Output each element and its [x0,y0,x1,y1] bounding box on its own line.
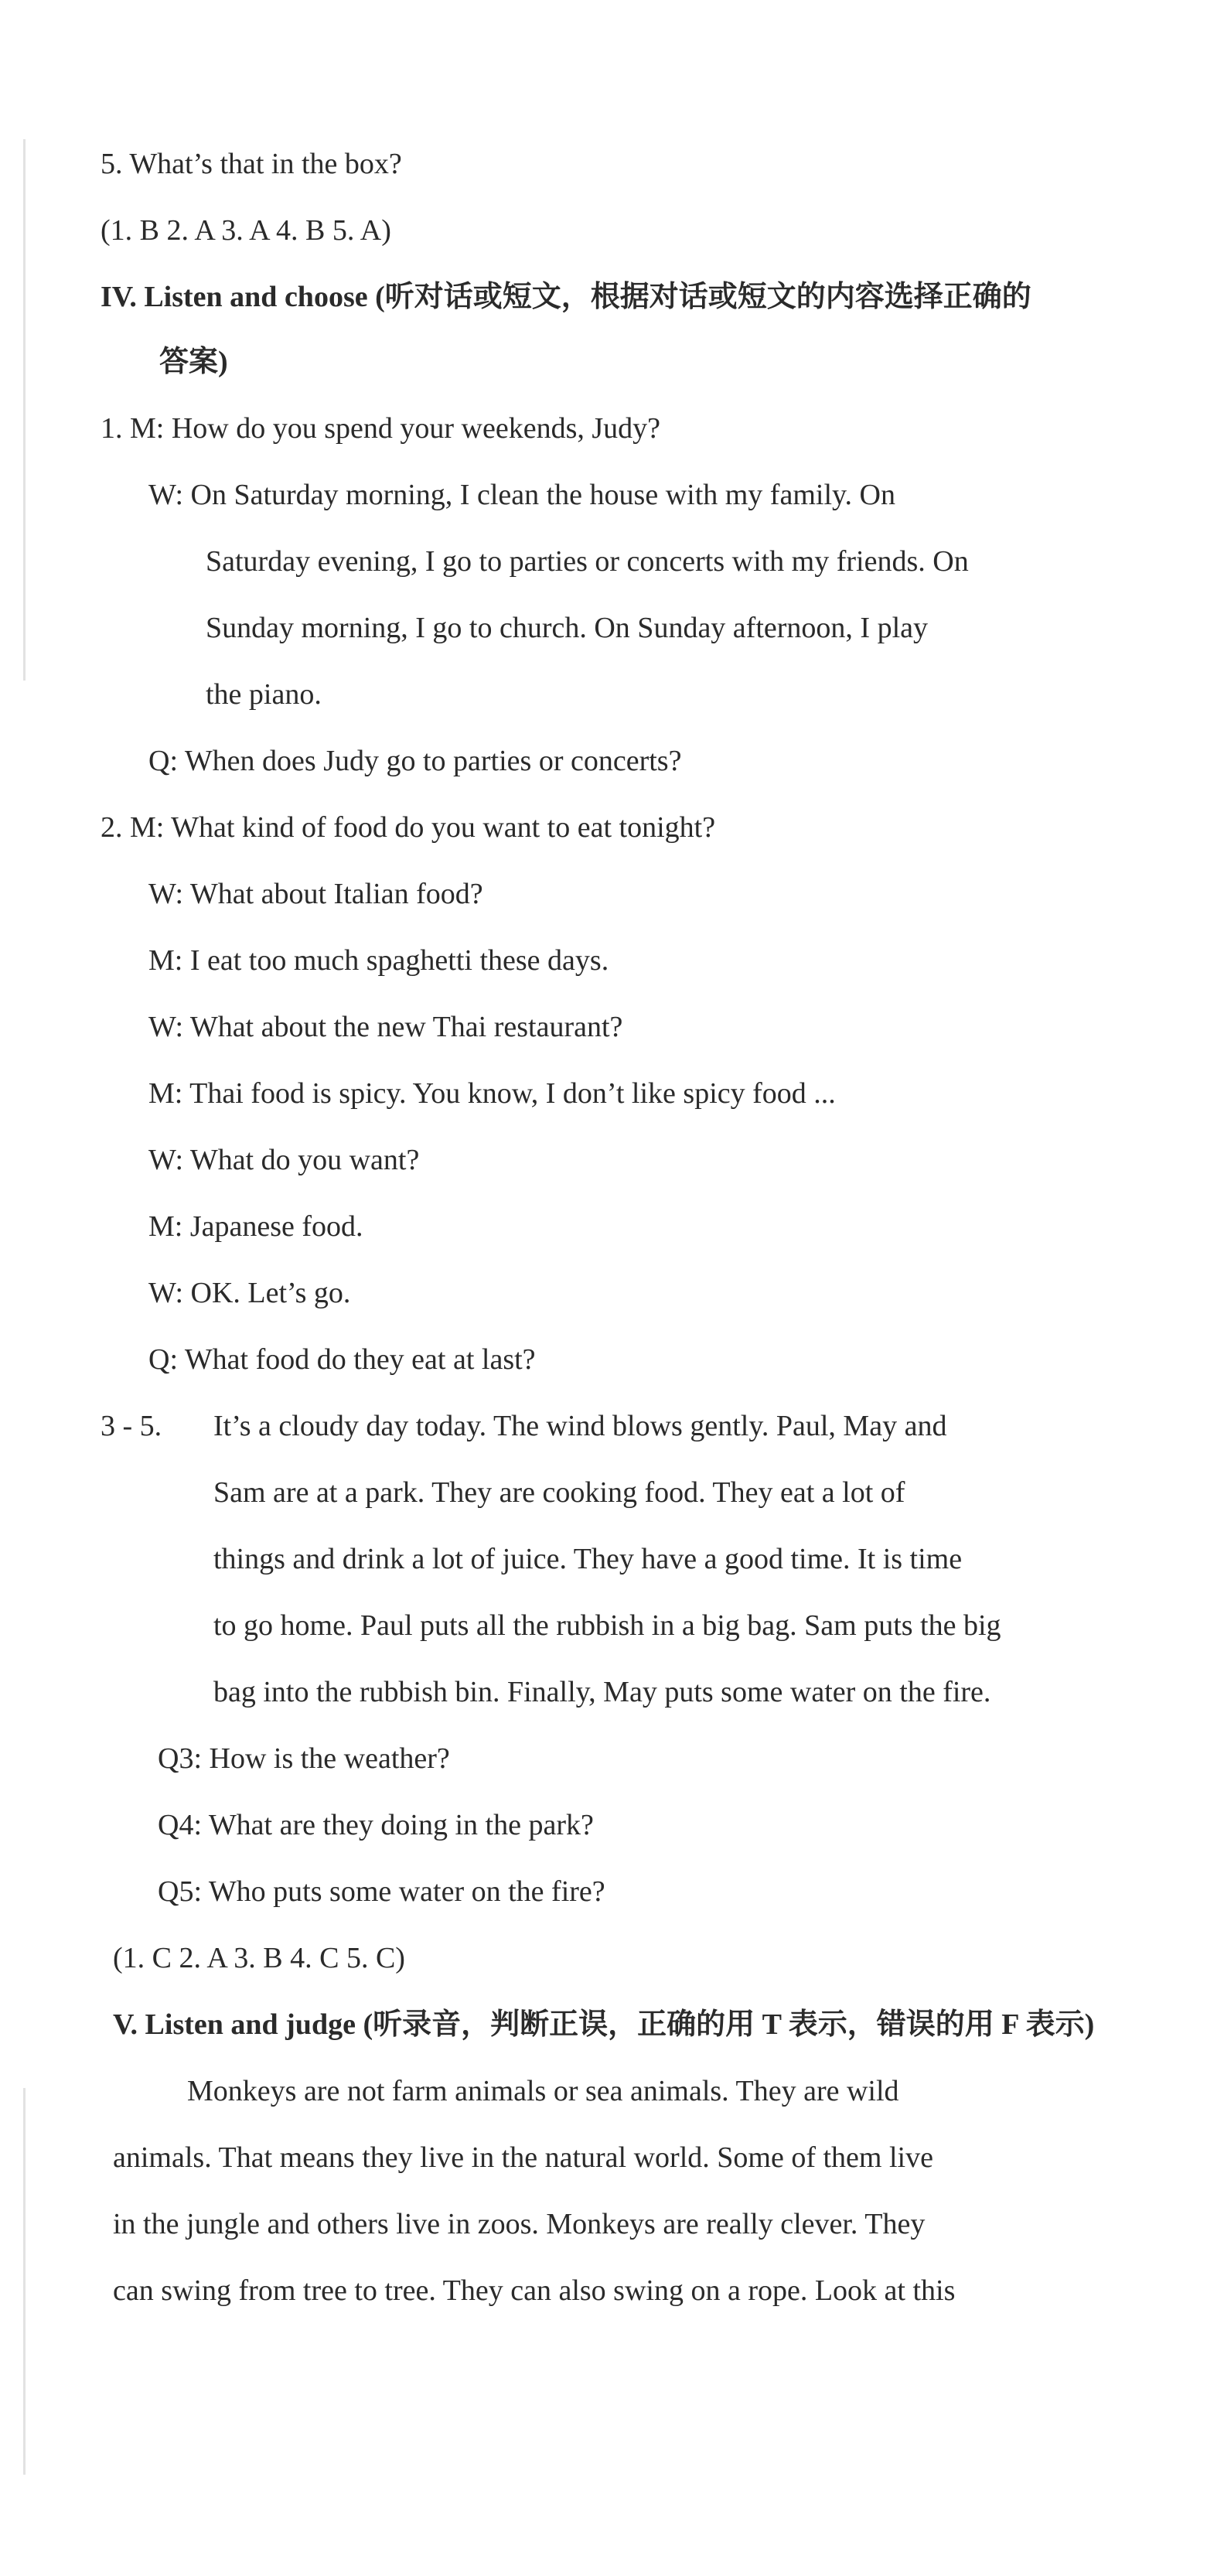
answer-key-section-4: (1. C 2. A 3. B 4. C 5. C) [113,1942,405,1974]
passage-monkeys-line: animals. That means they live in the natural world. Some of them live [113,2141,933,2174]
dialogue-2-line: W: What do you want? [148,1144,420,1176]
dialogue-2-line: M: Japanese food. [148,1210,363,1243]
passage-3-5-line: bag into the rubbish bin. Finally, May puts some water on the fire. [213,1676,991,1708]
dialogue-1-question: Q: When does Judy go to parties or concerts? [148,745,682,777]
passage-3-5-line: to go home. Paul puts all the rubbish in a big bag. Sam puts the big [213,1609,1001,1642]
dialogue-2-question: Q: What food do they eat at last? [148,1343,536,1376]
dialogue-1-line: W: On Saturday morning, I clean the house with my family. On [148,479,895,511]
passage-question-5: Q5: Who puts some water on the fire? [158,1875,605,1908]
passage-3-5-number: 3 - 5. [101,1410,162,1442]
dialogue-2-line: M: I eat too much spaghetti these days. [148,944,609,977]
dialogue-2-line: W: What about Italian food? [148,878,483,910]
passage-monkeys-line: in the jungle and others live in zoos. Monkeys are really clever. They [113,2208,926,2240]
dialogue-2-line: W: OK. Let’s go. [148,1277,351,1309]
passage-monkeys-line: Monkeys are not farm animals or sea animals. They are wild [187,2075,899,2107]
passage-monkeys-line: can swing from tree to tree. They can also swing on a rope. Look at this [113,2274,956,2307]
scan-edge-shadow [23,2088,26,2475]
listening-item-5: 5. What’s that in the box? [101,148,402,180]
dialogue-2-line: M: Thai food is spicy. You know, I don’t like spicy food ... [148,1077,836,1110]
passage-3-5-line: Sam are at a park. They are cooking food. They eat a lot of [213,1476,905,1509]
section-iv-heading-cont: 答案) [159,346,228,378]
dialogue-1-line: Sunday morning, I go to church. On Sunday afternoon, I play [206,612,928,644]
answer-key-section-3: (1. B 2. A 3. A 4. B 5. A) [101,214,391,247]
section-iv-heading: IV. Listen and choose (听对话或短文，根据对话或短文的内容选择正确的 [101,281,1031,313]
passage-3-5-line: It’s a cloudy day today. The wind blows gently. Paul, May and [213,1410,947,1442]
passage-3-5-line: things and drink a lot of juice. They have a good time. It is time [213,1543,963,1575]
passage-question-4: Q4: What are they doing in the park? [158,1809,594,1841]
passage-question-3: Q3: How is the weather? [158,1742,450,1775]
section-v-heading: V. Listen and judge (听录音，判断正误，正确的用 T 表示，错误的用 F 表示) [113,2008,1095,2041]
dialogue-2-line: W: What about the new Thai restaurant? [148,1011,623,1043]
dialogue-1-line: 1. M: How do you spend your weekends, Judy? [101,412,661,445]
dialogue-2-line: 2. M: What kind of food do you want to eat tonight? [101,811,716,844]
dialogue-1-line: Saturday evening, I go to parties or concerts with my friends. On [206,545,969,578]
scan-edge-shadow [23,139,26,681]
dialogue-1-line: the piano. [206,678,322,711]
